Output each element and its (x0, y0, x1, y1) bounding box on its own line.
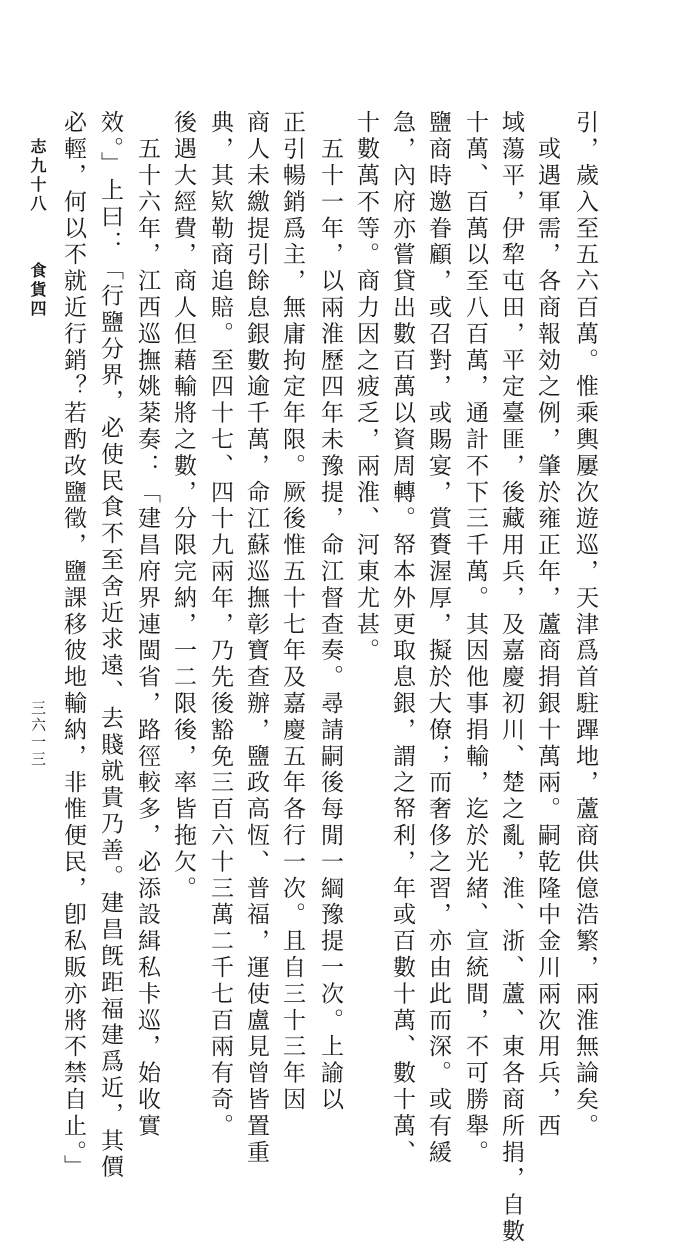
volume-header: 志九十八 (28, 138, 47, 214)
text-column: 正引暢銷爲主，無庸拘定年限。厥後惟五十七年及嘉慶五年各行一次。且自三十三年因 (279, 110, 305, 1114)
text-column: 域蕩平，伊犂屯田，平定臺匪，後藏用兵，及嘉慶初川、楚之亂，淮、浙、蘆、東各商所捐，自數 (498, 110, 524, 1245)
text-column: 十數萬不等。商力因之疲乏，兩淮、河東尤甚。 (353, 110, 379, 665)
text-column: 或遇軍需，各商報効之例，肇於雍正年，蘆商捐銀十萬兩。嗣乾隆中金川兩次用兵，西 (534, 110, 560, 1140)
text-column: 後遇大經費，商人但藉輸將之數，分限完納，一二限後，率皆拖欠。 (170, 110, 196, 902)
text-column: 引，歲入至五六百萬。惟乘輿屢次遊巡，天津爲首駐蹕地，蘆商供億浩繁，兩淮無論矣。 (572, 110, 598, 1140)
text-column: 十萬、百萬以至八百萬，通計不下三千萬。其因他事捐輸，迄於光緒、宣統間，不可勝舉。 (462, 110, 488, 1166)
text-column: 五十一年，以兩淮歷四年未豫提，命江督查奏。尋請嗣後每閒一綱豫提一次。上諭以 (317, 110, 343, 1114)
text-column: 急，內府亦嘗貸出數百萬以資周轉。帑本外更取息銀，謂之帑利，年或百數十萬、數十萬、 (389, 110, 415, 1166)
text-column: 鹽商時邀眷顧，或召對，或賜宴，賞賚渥厚，擬於大僚；而奢侈之習，亦由此而深。或有緩 (425, 110, 451, 1166)
text-column: 典，其欵勒商追賠。至四十七、四十九兩年，乃先後豁免三百六十三萬二千七百兩有奇。 (207, 110, 233, 1140)
text-column: 效。」上曰：「行鹽分界，必使民食不至舍近求遠、去賤就貴乃善。建昌旣距福建爲近，其價 (97, 110, 123, 1181)
text-column: 五十六年，江西巡撫姚棻奏：「建昌府界連閩省，路徑較多，必添設緝私卡巡，始收實 (134, 110, 160, 1140)
text-column: 商人未繳提引餘息銀數逾千萬，命江蘇巡撫彰寶查辦，鹽政高恆、普福，運使盧見曾皆置重 (243, 110, 269, 1166)
page-number: 三六一三 (29, 700, 47, 768)
section-header: 食貨四 (28, 262, 47, 319)
text-column: 必輕，何以不就近行銷？若酌改鹽徵，鹽課移彼地輸納，非惟便民，卽私販亦將不禁自止。」 (60, 110, 86, 1181)
